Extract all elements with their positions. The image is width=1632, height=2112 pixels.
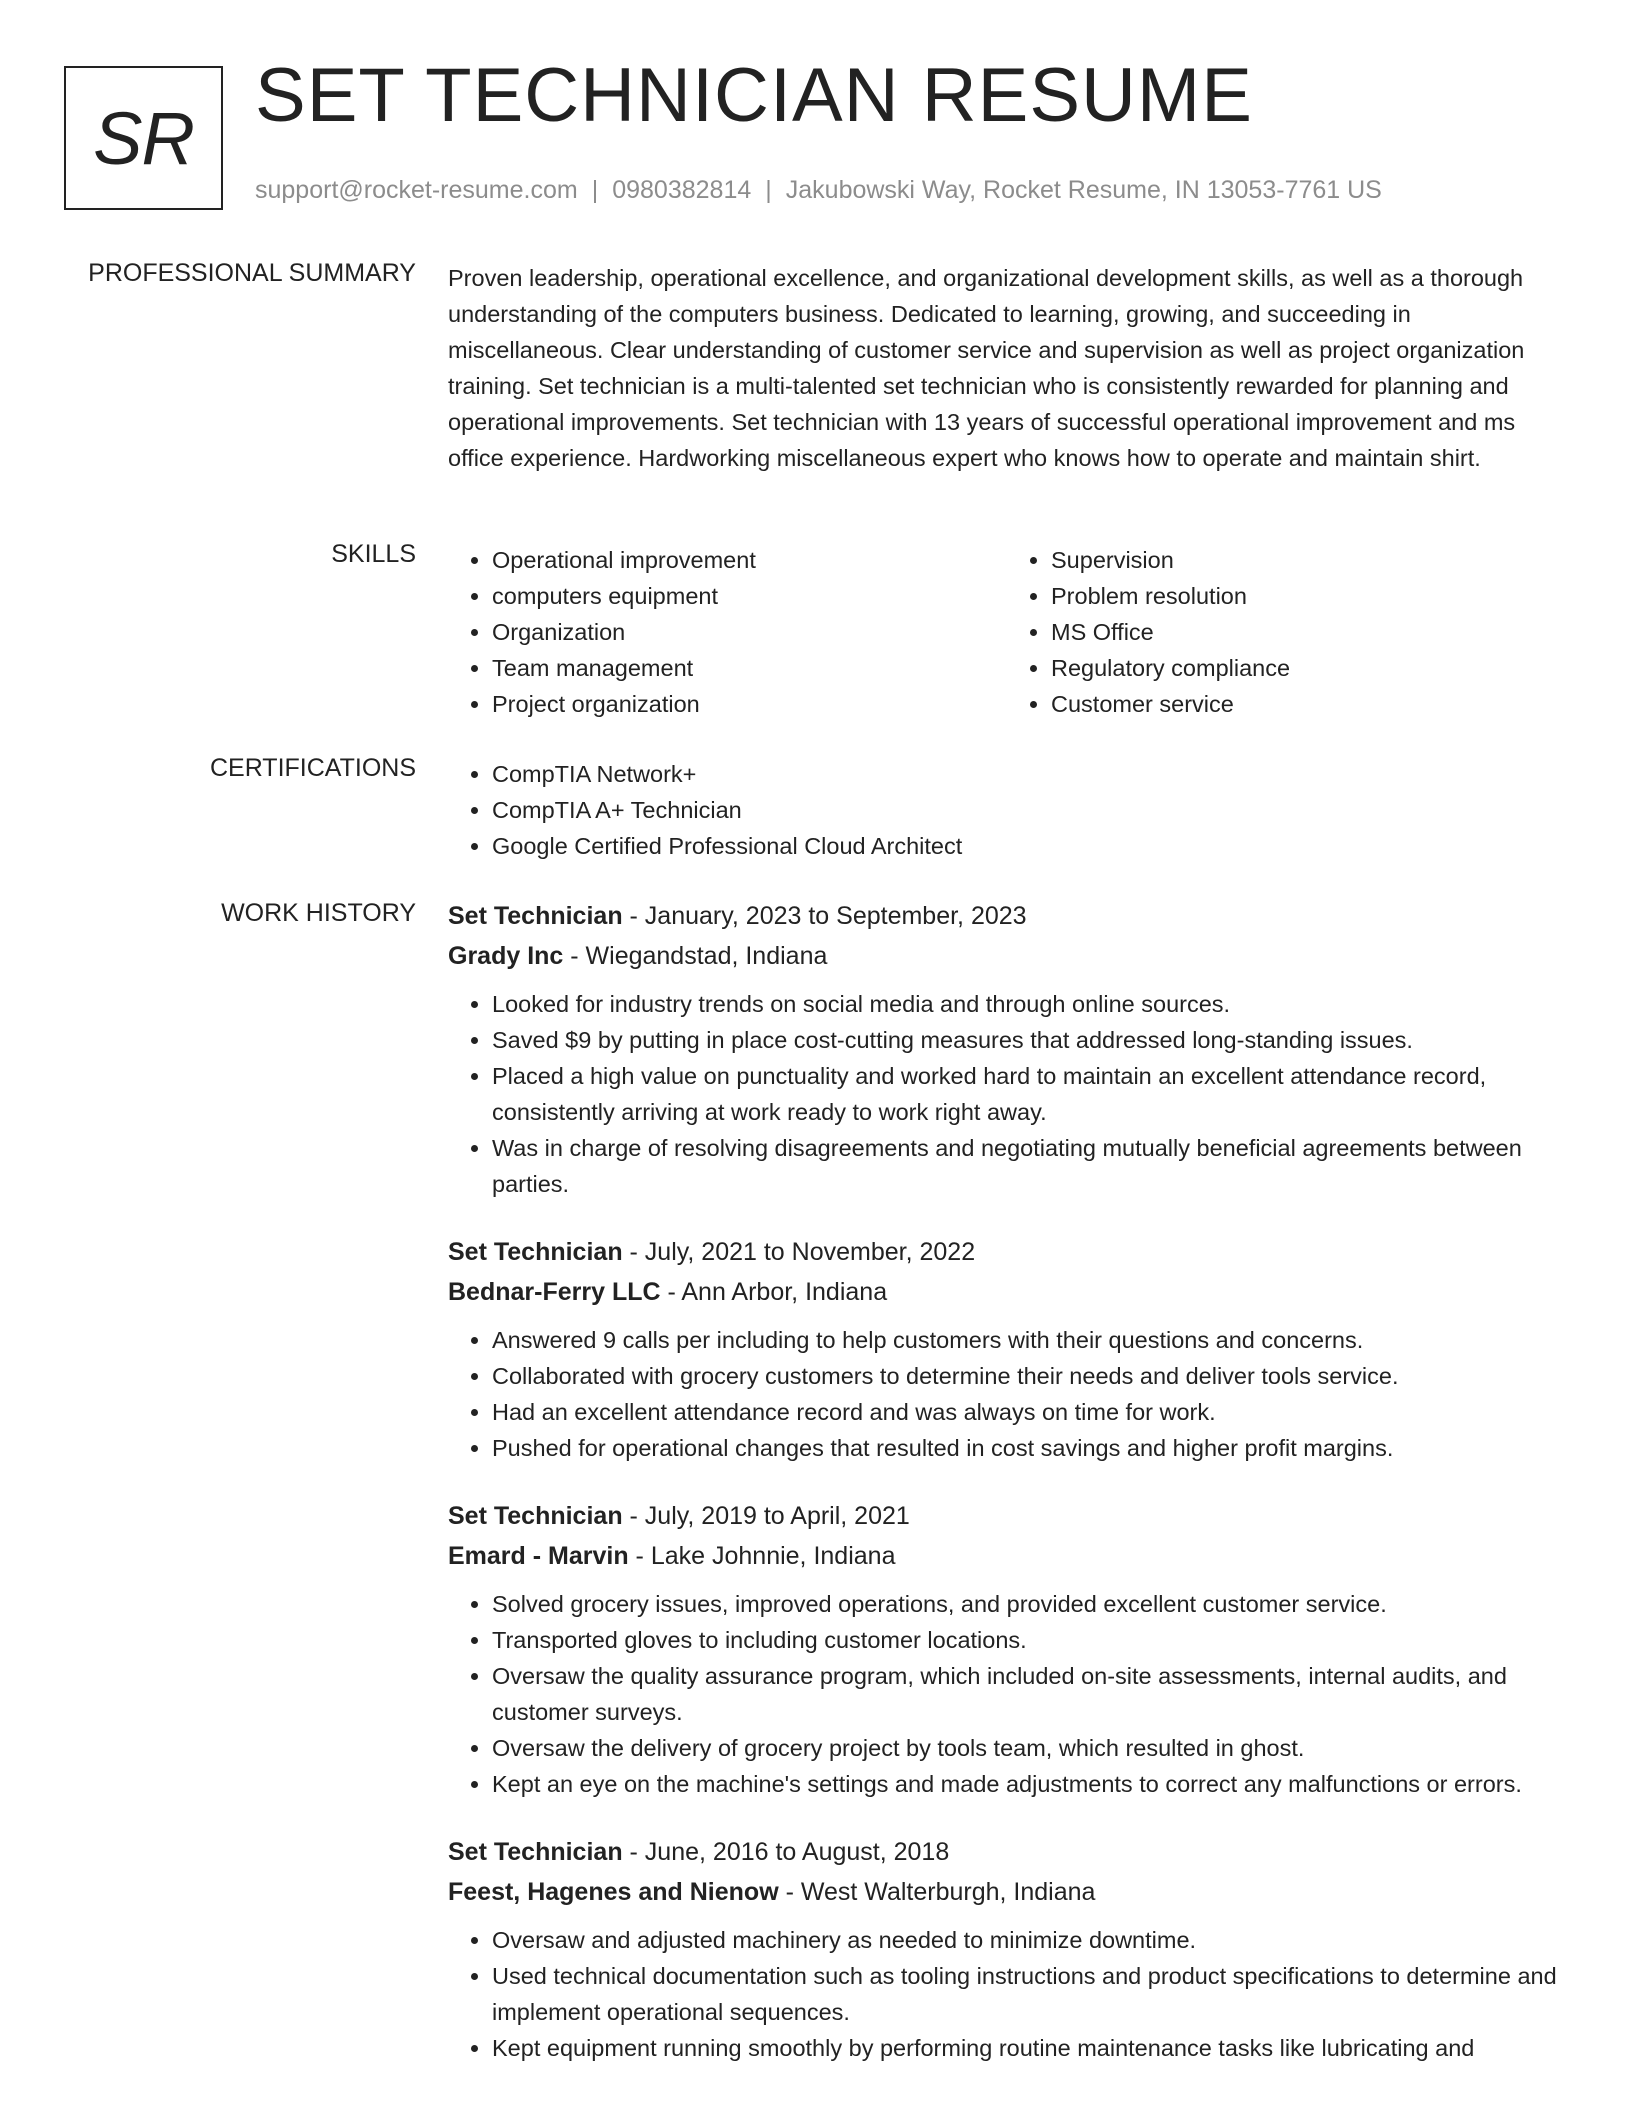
contact-separator: | xyxy=(591,176,599,204)
certification-item: • Google Certified Professional Cloud Architect xyxy=(492,828,1566,864)
job-title-line xyxy=(448,1232,1566,1272)
job-bullet: • Pushed for operational changes that resulted in cost savings and higher profit margins. xyxy=(492,1430,1566,1466)
work-history-list xyxy=(448,896,1566,2096)
job-company-line xyxy=(448,1536,1566,1576)
summary-text: Proven leadership, operational excellence, and organizational development skills, as well as a thorough understanding of the computers business. Dedicated to learning, growing, and succeeding in miscellaneous. Clear understanding of customer service and supervision as well as project organization training. Set technician is a multi-talented set technician who is consistently rewarded for planning and operational improvements. Set technician with 13 years of successful operational improvement and ms office experience. Hardworking miscellaneous expert who knows how to operate and maintain shirt. xyxy=(448,265,1525,471)
job-bullet: • Kept equipment running smoothly by performing routine maintenance tasks like lubricating and xyxy=(492,2030,1566,2066)
job-location: - Lake Johnnie, Indiana xyxy=(628,1542,896,1570)
skill-item: • Regulatory compliance xyxy=(1051,650,1566,686)
job-title-line xyxy=(448,1832,1566,1872)
job-bullet: • Kept an eye on the machine's settings and made adjustments to correct any malfunctions or errors. xyxy=(492,1766,1566,1802)
job-title: Set Technician xyxy=(448,1502,623,1530)
certification-item: • CompTIA A+ Technician xyxy=(492,792,1566,828)
skill-item: • Team management xyxy=(492,650,1007,686)
job-company: Feest, Hagenes and Nienow xyxy=(448,1878,779,1906)
job-company-line xyxy=(448,936,1566,976)
skill-item: • Problem resolution xyxy=(1051,578,1566,614)
certification-item: • CompTIA Network+ xyxy=(492,756,1566,792)
job-bullet: • Oversaw and adjusted machinery as needed to minimize downtime. xyxy=(492,1922,1566,1958)
job-entry xyxy=(448,1832,1566,2066)
job-bullet: • Used technical documentation such as tooling instructions and product specifications to determine and implement operational sequences. xyxy=(492,1958,1566,2030)
job-bullet: • Oversaw the quality assurance program, which included on-site assessments, internal audits, and customer surveys. xyxy=(492,1658,1566,1730)
skill-item: • MS Office xyxy=(1051,614,1566,650)
job-bullet: • Collaborated with grocery customers to determine their needs and deliver tools service. xyxy=(492,1358,1566,1394)
job-entry xyxy=(448,1232,1566,1466)
job-entry xyxy=(448,1496,1566,1802)
skills-column-right xyxy=(1007,542,1566,722)
job-title-line xyxy=(448,1496,1566,1536)
certifications-items xyxy=(448,756,1566,864)
contact-separator: | xyxy=(765,176,772,204)
job-bullet: • Answered 9 calls per including to help customers with their questions and concerns. xyxy=(492,1322,1566,1358)
contact-email[interactable]: support@rocket-resume.com xyxy=(255,176,578,204)
job-bullet: • Placed a high value on punctuality and worked hard to maintain an excellent attendance record, consistently arriving at work ready to work right away. xyxy=(492,1058,1566,1130)
skill-item: • Operational improvement xyxy=(492,542,1007,578)
job-dates: - July, 2021 to November, 2022 xyxy=(622,1238,976,1266)
job-title: Set Technician xyxy=(448,902,623,930)
skill-item: • Organization xyxy=(492,614,1007,650)
job-company-line xyxy=(448,1272,1566,1312)
skills-heading: SKILLS xyxy=(331,540,416,568)
summary-heading: PROFESSIONAL SUMMARY xyxy=(88,259,416,287)
job-bullet: • Solved grocery issues, improved operations, and provided excellent customer service. xyxy=(492,1586,1566,1622)
contact-address: Jakubowski Way, Rocket Resume, IN 13053-7761 US xyxy=(785,176,1382,204)
job-bullets xyxy=(448,1922,1566,2066)
job-bullet: • Looked for industry trends on social media and through online sources. xyxy=(492,986,1566,1022)
job-title-line xyxy=(448,896,1566,936)
page-title: SET TECHNICIAN RESUME xyxy=(255,53,1253,138)
job-dates: - January, 2023 to September, 2023 xyxy=(622,902,1027,930)
job-company: Grady Inc xyxy=(448,942,564,970)
contact-line xyxy=(255,176,1382,205)
skill-item: • computers equipment xyxy=(492,578,1007,614)
skill-item: • Project organization xyxy=(492,686,1007,722)
job-bullet: • Saved $9 by putting in place cost-cutting measures that addressed long-standing issues. xyxy=(492,1022,1566,1058)
job-company: Emard - Marvin xyxy=(448,1542,629,1570)
skills-list xyxy=(448,542,1566,722)
certifications-heading: CERTIFICATIONS xyxy=(209,754,416,782)
job-company: Bednar-Ferry LLC xyxy=(448,1278,661,1306)
job-bullet: • Had an excellent attendance record and was always on time for work. xyxy=(492,1394,1566,1430)
job-bullets xyxy=(448,1586,1566,1802)
job-location: - Ann Arbor, Indiana xyxy=(660,1278,888,1306)
job-entry xyxy=(448,896,1566,1202)
contact-phone[interactable]: 0980382814 xyxy=(612,176,752,204)
job-bullet: • Oversaw the delivery of grocery project by tools team, which resulted in ghost. xyxy=(492,1730,1566,1766)
job-title: Set Technician xyxy=(448,1238,623,1266)
skill-item: • Supervision xyxy=(1051,542,1566,578)
skill-item: • Customer service xyxy=(1051,686,1566,722)
monogram: SR xyxy=(64,66,223,210)
work-history-heading: WORK HISTORY xyxy=(221,899,416,927)
job-bullets xyxy=(448,986,1566,1202)
job-dates: - July, 2019 to April, 2021 xyxy=(622,1502,910,1530)
job-location: - West Walterburgh, Indiana xyxy=(778,1878,1096,1906)
job-dates: - June, 2016 to August, 2018 xyxy=(622,1838,950,1866)
job-bullet: • Was in charge of resolving disagreements and negotiating mutually beneficial agreements between parties. xyxy=(492,1130,1566,1202)
job-bullet: • Transported gloves to including customer locations. xyxy=(492,1622,1566,1658)
job-title: Set Technician xyxy=(448,1838,623,1866)
skills-column-left xyxy=(448,542,1007,722)
job-bullets xyxy=(448,1322,1566,1466)
job-location: - Wiegandstad, Indiana xyxy=(563,942,828,970)
certifications-list xyxy=(448,756,1566,864)
job-company-line xyxy=(448,1872,1566,1912)
